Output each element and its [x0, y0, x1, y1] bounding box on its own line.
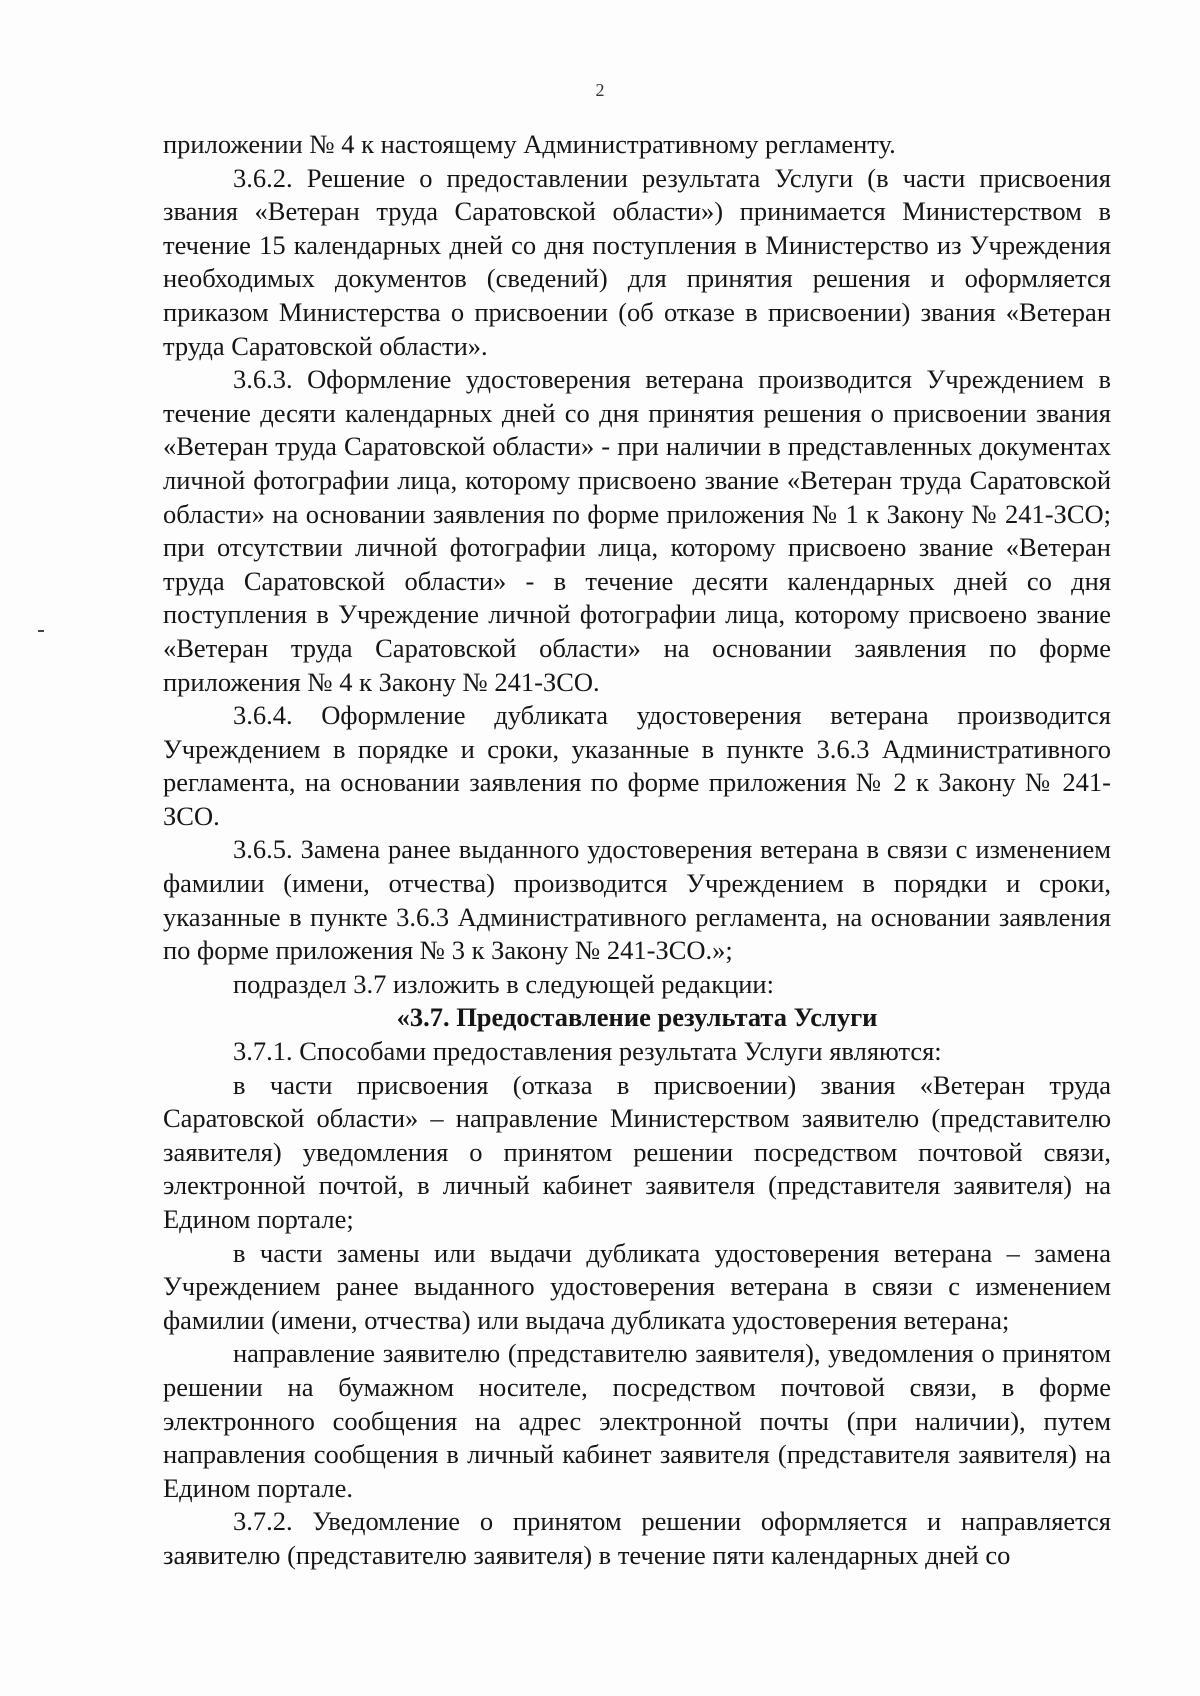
paragraph-continuation: приложении № 4 к настоящему Административному регламенту. [163, 129, 896, 159]
paragraph-3-7-1-item-1: в части присвоения (отказа в присвоении) звания «Ветеран труда Саратовской области» – направление Министерством заявителю (представителю заявителя) уведомления о принятом решении посредством почтовой связи, электронной почтой, в личный кабинет заявителя (представителя заявителя) на Едином портале; [163, 1069, 1111, 1234]
section-heading-3-7: «3.7. Предоставление результата Услуги [396, 1002, 878, 1033]
page-number: 2 [595, 80, 605, 100]
paragraph-3-7-1-item-2: в части замены или выдачи дубликата удостоверения ветерана – замена Учреждением ранее выданного удостоверения ветерана в связи с изменением фамилии (имени, отчества) или выдача дубликата удостоверения ветерана; [163, 1237, 1111, 1335]
paragraph-3-7-2: 3.7.2. Уведомление о принятом решении оформляется и направляется заявителю (представителю заявителя) в течение пяти календарных дней со [163, 1506, 1111, 1570]
paragraph-3-6-2: 3.6.2. Решение о предоставлении результата Услуги (в части присвоения звания «Ветеран труда Саратовской области») принимается Министерством в течение 15 календарных дней со дня поступления в Министерство из Учреждения необходимых документов (сведений) для принятия решения и оформляется приказом Министерства о присвоении (об отказе в присвоении) звания «Ветеран труда Саратовской области». [163, 162, 1111, 361]
document-body [163, 128, 1111, 1573]
paragraph-3-6-3: 3.6.3. Оформление удостоверения ветерана производится Учреждением в течение десяти календарных дней со дня принятия решения о присвоении звания «Ветеран труда Саратовской области» - при наличии в представленных документах личной фотографии лица, которому присвоено звание «Ветеран труда Саратовской области» на основании заявления по форме приложения № 1 к Закону № 241-ЗСО; при отсутствии личной фотографии лица, которому присвоено звание «Ветеран труда Саратовской области» - в течение десяти календарных дней со дня поступления в Учреждение личной фотографии лица, которому присвоено звание «Ветеран труда Саратовской области» на основании заявления по форме приложения № 4 к Закону № 241-ЗСО. [163, 364, 1111, 697]
margin-mark [38, 630, 44, 632]
paragraph-3-7-1-item-3: направление заявителю (представителю заявителя), уведомления о принятом решении на бумажном носителе, посредством почтовой связи, в форме электронного сообщения на адрес электронной почты (при наличии), путем направления сообщения в личный кабинет заявителя (представителя заявителя) на Едином портале. [163, 1338, 1111, 1503]
paragraph-3-6-5: 3.6.5. Замена ранее выданного удостоверения ветерана в связи с изменением фамилии (имени, отчества) производится Учреждением в порядки и сроки, указанные в пункте 3.6.3 Административного регламента, на основании заявления по форме приложения № 3 к Закону № 241-ЗСО.»; [163, 834, 1111, 966]
paragraph-3-6-4: 3.6.4. Оформление дубликата удостоверения ветерана производится Учреждением в порядке и сроки, указанные в пункте 3.6.3 Административного регламента, на основании заявления по форме приложения № 2 к Закону № 241-ЗСО. [163, 700, 1111, 831]
paragraph-subsection-note: подраздел 3.7 изложить в следующей редакции: [233, 968, 774, 999]
paragraph-3-7-1: 3.7.1. Способами предоставления результата Услуги являются: [233, 1036, 942, 1067]
